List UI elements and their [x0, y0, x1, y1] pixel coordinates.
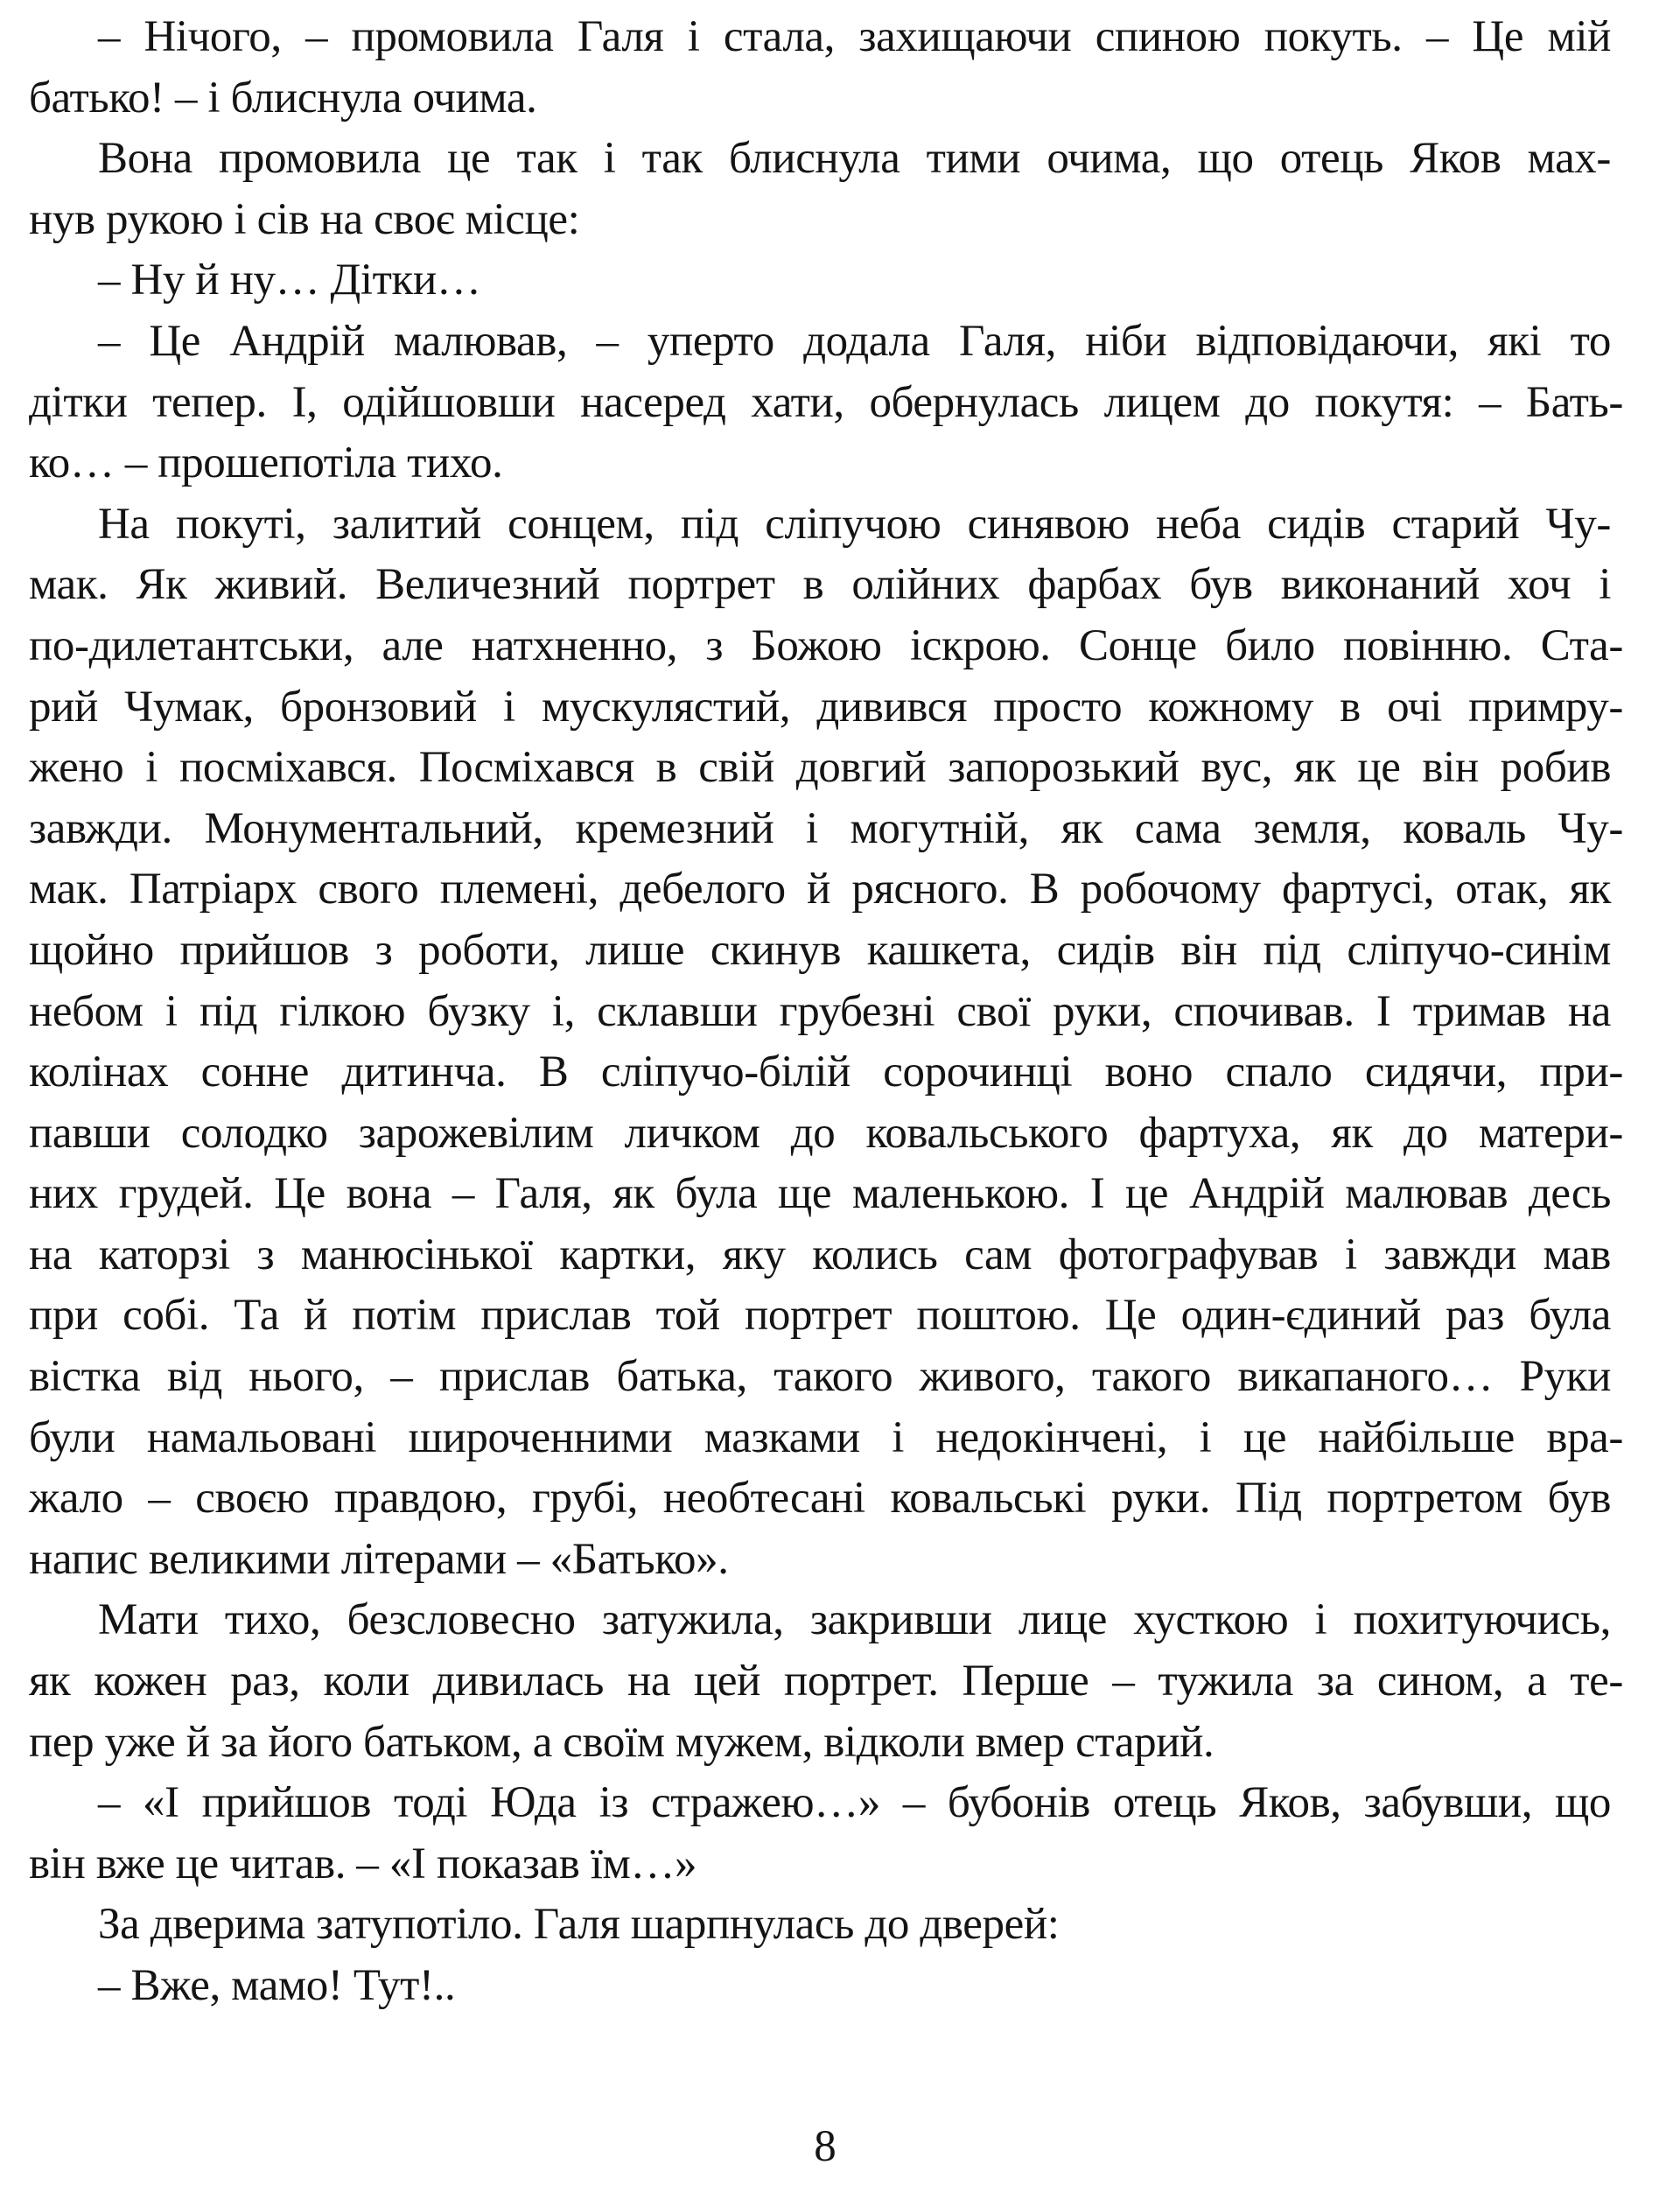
text-line: – Нічого, – промовила Галя і стала, захищаючи спиною покуть. – Це мій [98, 12, 1611, 61]
book-page-text [29, 7, 1623, 2017]
text-line: були намальовані широченними мазками і недокінчені, і це найбільше вра- [29, 1412, 1623, 1462]
text-line: Мати тихо, безсловесно затужила, закривши лице хусткою і похитуючись, [98, 1595, 1611, 1645]
page-number: 8 [814, 2122, 836, 2171]
text-line: колінах сонне дитинча. В сліпучо-білій сорочинці воно спало сидячи, при- [29, 1047, 1623, 1097]
text-line: За дверима затупотіло. Галя шарпнулась до дверей: [98, 1900, 1060, 1950]
text-line: пер уже й за його батьком, а своїм мужем, відколи вмер старий. [29, 1717, 1214, 1767]
text-line: напис великими літерами – «Батько». [29, 1534, 729, 1584]
text-line: мак. Як живий. Величезний портрет в олійних фарбах був виконаний хоч і [29, 560, 1611, 610]
text-line: як кожен раз, коли дивилась на цей портрет. Перше – тужила за сином, а те- [29, 1657, 1623, 1706]
text-line: – Вже, мамо! Тут!.. [98, 1961, 456, 2010]
text-line: рий Чумак, бронзовий і мускулястий, дивився просто кожному в очі примру- [29, 682, 1623, 732]
text-line: жено і посміхався. Посміхався в свій довгий запорозький вус, як це він робив [29, 743, 1611, 793]
text-line: батько! – і блиснула очима. [29, 73, 537, 123]
text-line: На покуті, залитий сонцем, під сліпучою синявою неба сидів старий Чу- [98, 499, 1611, 549]
text-line: вістка від нього, – прислав батька, такого живого, такого викапаного… Руки [29, 1352, 1611, 1402]
text-line: – Ну й ну… Дітки… [98, 256, 481, 305]
text-line: – «І прийшов тоді Юда із стражею…» – бубонів отець Яков, забувши, що [98, 1778, 1611, 1828]
text-line: щойно прийшов з роботи, лише скинув кашкета, сидів він під сліпучо-синім [29, 925, 1611, 975]
text-line: мак. Патріарх свого племені, дебелого й рясного. В робочому фартусі, отак, як [29, 865, 1611, 914]
text-line: він вже це читав. – «І показав їм…» [29, 1839, 697, 1888]
text-line: завжди. Монументальний, кремезний і могутній, як сама земля, коваль Чу- [29, 803, 1623, 853]
text-line: небом і під гілкою бузку і, склавши грубезні свої руки, спочивав. І тримав на [29, 986, 1611, 1036]
text-line: нув рукою і сів на своє місце: [29, 194, 580, 244]
text-line: жало – своєю правдою, грубі, необтесані ковальські руки. Під портретом був [29, 1474, 1611, 1524]
text-line: них грудей. Це вона – Галя, як була ще маленькою. І це Андрій малював десь [29, 1169, 1611, 1219]
text-line: павши солодко зарожевілим личком до ковальського фартуха, як до матери- [29, 1108, 1623, 1158]
text-line: при собі. Та й потім прислав той портрет поштою. Це один-єдиний раз була [29, 1291, 1611, 1341]
text-line: – Це Андрій малював, – уперто додала Галя, ніби відповідаючи, які то [98, 316, 1611, 366]
text-line: ко… – прошепотіла тихо. [29, 438, 503, 488]
text-line: на каторзі з манюсінької картки, яку колись сам фотографував і завжди мав [29, 1230, 1611, 1279]
text-line: по-дилетантськи, але натхненно, з Божою іскрою. Сонце било повінню. Ста- [29, 620, 1623, 670]
text-line: Вона промовила це так і так блиснула тими очима, що отець Яков мах- [98, 134, 1611, 184]
text-line: дітки тепер. І, одійшовши насеред хати, обернулась лицем до покутя: – Бать- [29, 377, 1623, 427]
